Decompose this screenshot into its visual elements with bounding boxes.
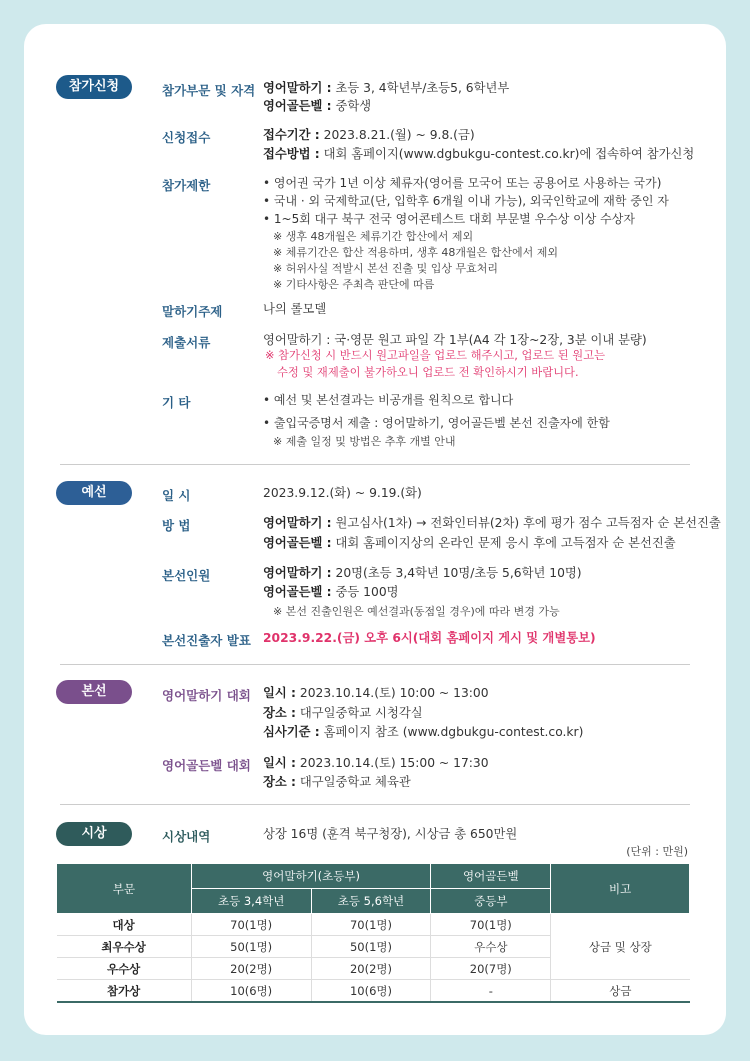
category-golden: 영어골든벨 : 중학생 [263,99,372,113]
final-golden-label: 영어골든벨 대회 [162,758,251,773]
final-golden-date: 일시 : 2023.10.14.(토) 15:00 ~ 17:30 [263,756,489,770]
category-speaking: 영어말하기 : 초등 3, 4학년부/초등5, 6학년부 [263,81,510,95]
cell: 70(1명) [311,914,431,936]
cell: - [431,980,551,1003]
docs-value: 영어말하기 : 국·영문 원고 파일 각 1부(A4 각 1장~2장, 3분 이내 분량) [263,333,647,347]
section-award-badge: 시상 [56,822,132,846]
cell: 10(6명) [191,980,311,1003]
table-row [57,914,690,936]
row-name: 우수상 [57,958,192,980]
info-card [24,24,726,1035]
cell: 우수상 [431,936,551,958]
th-sub-grade56: 초등 5,6학년 [311,889,431,914]
prelim-announce-value: 2023.9.22.(금) 오후 6시(대회 홈페이지 게시 및 개별통보) [263,631,596,645]
row-name: 참가상 [57,980,192,1003]
prelim-people-note: ※ 본선 진출인원은 예선결과(동점일 경우)에 따라 변경 가능 [273,605,560,618]
prelim-people-golden: 영어골든벨 : 중등 100명 [263,585,399,599]
cell: 50(1명) [191,936,311,958]
th-note: 비고 [551,864,690,914]
etc-item: • 출입국증명서 제출 : 영어말하기, 영어골든벨 본선 진출자에 한함 [263,416,610,430]
prelim-people-label: 본선인원 [162,568,211,583]
apply-method: 접수방법 : 대회 홈페이지(www.dgbukgu-contest.co.kr)에 접속하여 참가신청 [263,147,695,161]
divider [60,664,690,665]
final-speaking-place: 장소 : 대구일중학교 시청각실 [263,706,423,720]
final-speaking-date: 일시 : 2023.10.14.(토) 10:00 ~ 13:00 [263,686,489,700]
limit-label: 참가제한 [162,178,211,193]
row-name: 대상 [57,914,192,936]
apply-label: 신청접수 [162,130,211,145]
section-signup-badge: 참가신청 [56,75,132,99]
section-final-badge: 본선 [56,680,132,704]
row-name: 최우수상 [57,936,192,958]
th-sub-middle: 중등부 [431,889,551,914]
final-speaking-label: 영어말하기 대회 [162,688,251,703]
th-sub-grade34: 초등 3,4학년 [191,889,311,914]
limit-note: ※ 기타사항은 주최측 판단에 따름 [273,278,435,291]
divider [60,804,690,805]
divider [60,464,690,465]
docs-warning: ※ 참가신청 시 반드시 원고파일을 업로드 해주시고, 업로드 된 원고는 [265,349,606,362]
topic-label: 말하기주제 [162,304,223,319]
limit-note: ※ 생후 48개월은 체류기간 합산에서 제외 [273,230,474,243]
limit-item: • 국내 · 외 국제학교(단, 입학후 6개월 이내 가능), 외국인학교에 재학 중인 자 [263,194,669,208]
limit-note: ※ 체류기간은 합산 적용하며, 생후 48개월은 합산에서 제외 [273,246,558,259]
prelim-method-speaking: 영어말하기 : 원고심사(1차) → 전화인터뷰(2차) 후에 평가 점수 고득점자 순 본선진출 [263,516,721,530]
final-speaking-judge: 심사기준 : 홈페이지 참조 (www.dgbukgu-contest.co.kr) [263,725,584,739]
th-speaking: 영어말하기(초등부) [191,864,431,889]
topic-value: 나의 롤모델 [263,302,327,316]
prelim-announce-label: 본선진출자 발표 [162,633,251,648]
cell: 70(1명) [191,914,311,936]
limit-item: • 영어권 국가 1년 이상 체류자(영어를 모국어 또는 공용어로 사용하는 국가) [263,176,662,190]
cell: 70(1명) [431,914,551,936]
cell: 20(2명) [311,958,431,980]
final-golden-place: 장소 : 대구일중학교 체육관 [263,775,411,789]
docs-label: 제출서류 [162,335,211,350]
category-label: 참가부문 및 자격 [162,83,256,98]
cell: 10(6명) [311,980,431,1003]
table-row [57,980,690,1003]
limit-note: ※ 허위사실 적발시 본선 진출 및 입상 무효처리 [273,262,498,275]
section-prelim-badge: 예선 [56,481,132,505]
etc-label: 기 타 [162,395,191,410]
award-value: 상장 16명 (훈격 북구청장), 시상금 총 650만원 [263,827,518,841]
cell-note: 상금 및 상장 [551,914,690,980]
award-label: 시상내역 [162,829,211,844]
prelim-method-golden: 영어골든벨 : 대회 홈페이지상의 온라인 문제 응시 후에 고득점자 순 본선진출 [263,536,676,550]
cell: 20(2명) [191,958,311,980]
th-category: 부문 [57,864,192,914]
limit-item: • 1~5회 대구 북구 전국 영어콘테스트 대회 부문별 우수상 이상 수상자 [263,212,635,226]
etc-note: ※ 제출 일정 및 방법은 추후 개별 안내 [273,435,456,448]
award-unit: (단위 : 만원) [626,845,688,858]
cell-note: 상금 [551,980,690,1003]
apply-period: 접수기간 : 2023.8.21.(월) ~ 9.8.(금) [263,128,475,142]
prelim-date-value: 2023.9.12.(화) ~ 9.19.(화) [263,486,422,500]
docs-warning: 수정 및 재제출이 불가하오니 업로드 전 확인하시기 바랍니다. [277,366,579,379]
prelim-method-label: 방 법 [162,518,191,533]
prelim-people-speaking: 영어말하기 : 20명(초등 3,4학년 10명/초등 5,6학년 10명) [263,566,582,580]
th-golden: 영어골든벨 [431,864,551,889]
cell: 50(1명) [311,936,431,958]
award-table [56,863,690,1003]
etc-item: • 예선 및 본선결과는 비공개를 원칙으로 합니다 [263,393,514,407]
prelim-date-label: 일 시 [162,488,191,503]
cell: 20(7명) [431,958,551,980]
